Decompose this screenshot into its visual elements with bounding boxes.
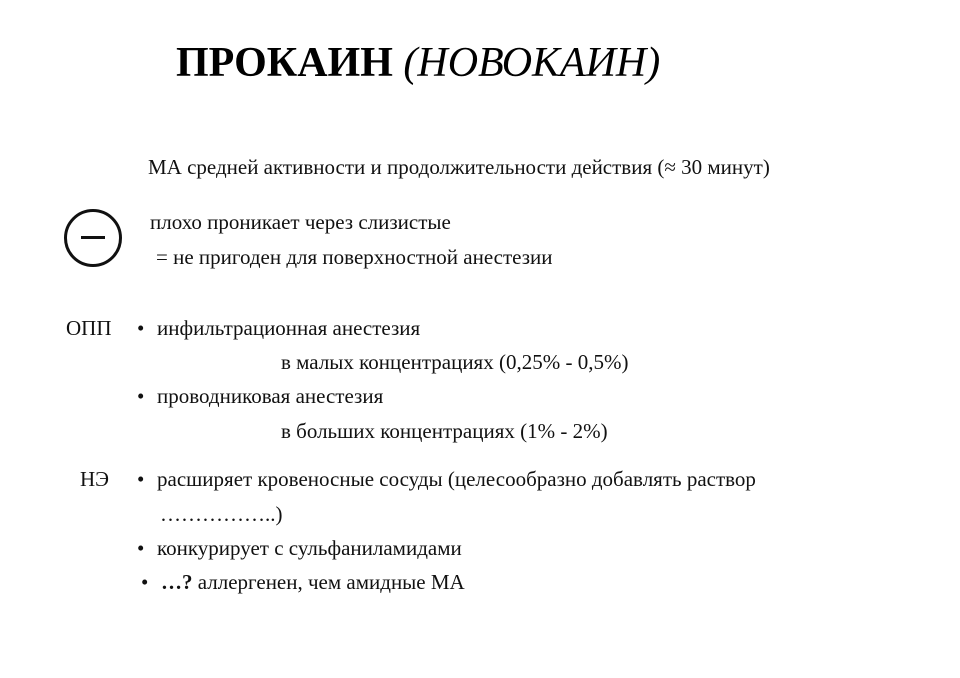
slide-title <box>176 38 660 88</box>
negative-line-2: = не пригоден для поверхностной анестезии <box>156 245 553 269</box>
bullet-marker: • <box>137 467 145 491</box>
ne-item-1: расширяет кровеносные сосуды (целесообразно добавлять раствор <box>157 467 756 491</box>
opp-item-1: инфильтрационная анестезия <box>157 316 421 340</box>
ne-item-1-continuation: ……………..) <box>160 502 283 526</box>
ne-item-3 <box>161 569 465 595</box>
bullet-marker: • <box>141 570 149 594</box>
title-alt: (НОВОКАИН) <box>403 40 661 86</box>
title-main: ПРОКАИН <box>176 40 393 86</box>
minus-circle-icon <box>64 209 122 267</box>
bullet-marker: • <box>137 536 145 560</box>
opp-item-2-detail: в больших концентрациях (1% - 2%) <box>281 419 608 443</box>
opp-item-2: проводниковая анестезия <box>157 384 384 408</box>
bullet-marker: • <box>137 316 145 340</box>
ne-label: НЭ <box>80 467 110 491</box>
negative-line-1: плохо проникает через слизистые <box>150 210 451 234</box>
ne-item-3-prefix: …? <box>161 570 193 594</box>
opp-item-1-detail: в малых концентрациях (0,25% - 0,5%) <box>281 350 629 374</box>
ne-item-2: конкурирует с сульфаниламидами <box>157 536 462 560</box>
summary-text: МА средней активности и продолжительности действия (≈ 30 минут) <box>148 155 770 179</box>
opp-label: ОПП <box>66 316 112 340</box>
bullet-marker: • <box>137 384 145 408</box>
ne-item-3-text: аллергенен, чем амидные МА <box>192 570 465 594</box>
